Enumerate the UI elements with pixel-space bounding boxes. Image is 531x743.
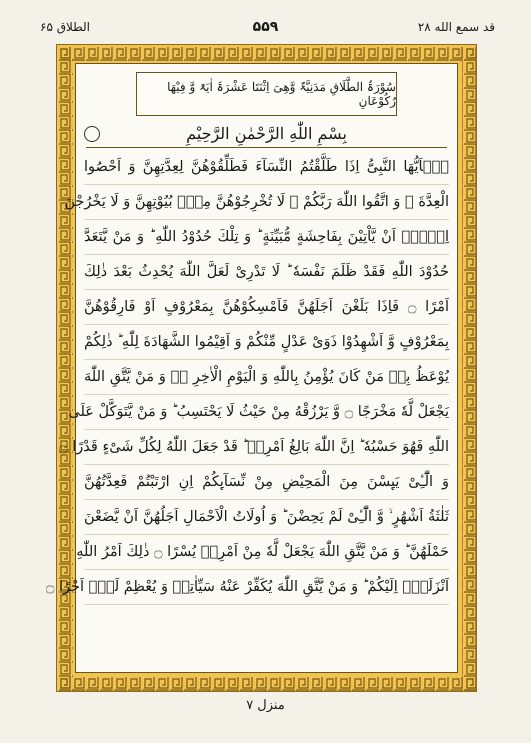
text-line: یُوْعَظُ بِهٖ مَنْ كَانَ یُؤْمِنُ بِاللّٰهِ وَ الْیَوْمِ الْاٰخِرِ ؕ۬ وَ مَنْ یَّتَّقِ اللّٰهَ — [84, 360, 449, 395]
text-line: اَمْرًا ۝ فَاِذَا بَلَغْنَ اَجَلَهُنَّ فَاَمْسِكُوْهُنَّ بِمَعْرُوْفٍ اَوْ فَارِقُوْهُنَّ — [84, 290, 449, 325]
surah-title-box: سُوْرَۃُ الطَّلَاقِ مَدَنِیَّۃٌ وَّھِیَ اِثْنَتَا عَشْرَۃَ اٰیَۃً وَّ فِیْھَا رُکُوْعَانِ — [136, 72, 397, 116]
text-area — [45, 63, 458, 673]
text-line: ثَلٰثَةُ اَشْهُرٍ ۙ وَّ الّٰٓـِٔیْ لَمْ یَحِضْنَ ؕ وَ اُولَاتُ الْاَحْمَالِ اَجَلُهُنَّ اَنْ یَّضَعْنَ — [84, 500, 449, 535]
text-line: حُدُوْدَ اللّٰهِ فَقَدْ ظَلَمَ نَفْسَهٗ ؕ لَا تَدْرِیْ لَعَلَّ اللّٰهَ یُحْدِثُ بَعْدَ ذٰلِكَ — [84, 255, 449, 290]
text-line: یَجْعَلْ لَّهٗ مَخْرَجًا ۝ وَّ یَرْزُقْهُ مِنْ حَیْثُ لَا یَحْتَسِبُ ؕ وَ مَنْ یَّتَوَكَّلْ عَلَی — [84, 395, 449, 430]
text-line: الْعِدَّةَ ۚ وَ اتَّقُوا اللّٰهَ رَبَّكُمْ ۚ لَا تُخْرِجُوْهُنَّ مِنْۢ بُیُوْتِهِنَّ وَ لَا یَخْرُجْنَ — [84, 185, 449, 220]
text-line: اِلَّاۤ اَنْ یَّاْتِیْنَ بِفَاحِشَةٍ مُّبَیِّنَةٍ ؕ وَ تِلْكَ حُدُوْدُ اللّٰهِ ؕ وَ مَنْ یَّتَعَدَّ — [84, 220, 449, 255]
text-line: اَنْزَلَهٗۤ اِلَیْكُمْ ؕ وَ مَنْ یَّتَّقِ اللّٰهَ یُكَفِّرْ عَنْهُ سَیِّاٰتِهٖ وَ یُعْظِمْ لَهٗۤ اَجْرًا ۝ — [84, 570, 449, 605]
surah-header: الطلاق ۶۵ — [40, 20, 91, 34]
page-number: ۵۵۹ — [252, 19, 279, 35]
ornamental-border — [45, 44, 477, 692]
text-line: بِمَعْرُوْفٍ وَّ اَشْهِدُوْا ذَوَیْ عَدْلٍ مِّنْكُمْ وَ اَقِیْمُوا الشَّهَادَةَ لِلّٰهِ ؕ ذٰلِكُمْ — [84, 325, 449, 360]
basmala: بِسْمِ اللّٰهِ الرَّحْمٰنِ الرَّحِیْمِ — [86, 119, 447, 148]
text-line: یٰۤاَیُّهَا النَّبِیُّ اِذَا طَلَّقْتُمُ النِّسَآءَ فَطَلِّقُوْهُنَّ لِعِدَّتِهِنَّ وَ اَحْصُوا — [84, 150, 449, 185]
ruku-marker — [84, 126, 100, 142]
text-line: اللّٰهِ فَهُوَ حَسْبُهٗ ؕ اِنَّ اللّٰهَ بَالِغُ اَمْرِهٖ ؕ قَدْ جَعَلَ اللّٰهُ لِكُلِّ شَیْءٍ قَدْرًا ۝ — [84, 430, 449, 465]
verse-lines — [45, 150, 449, 605]
text-line: حَمْلَهُنَّ ؕ وَ مَنْ یَّتَّقِ اللّٰهَ یَجْعَلْ لَّهٗ مِنْ اَمْرِهٖ یُسْرًا ۝ ذٰلِكَ اَمْرُ اللّٰهِ — [84, 535, 449, 570]
juz-header: قد سمع الله ۲۸ — [417, 20, 495, 34]
manzil-footer: منزل ۷ — [246, 698, 285, 713]
text-line: وَ الّٰٓـِٔیْ یَىِٕسْنَ مِنَ الْمَحِیْضِ مِنْ نِّسَآىِٕكُمْ اِنِ ارْتَبْتُمْ فَعِدَّتُهُنَّ — [84, 465, 449, 500]
